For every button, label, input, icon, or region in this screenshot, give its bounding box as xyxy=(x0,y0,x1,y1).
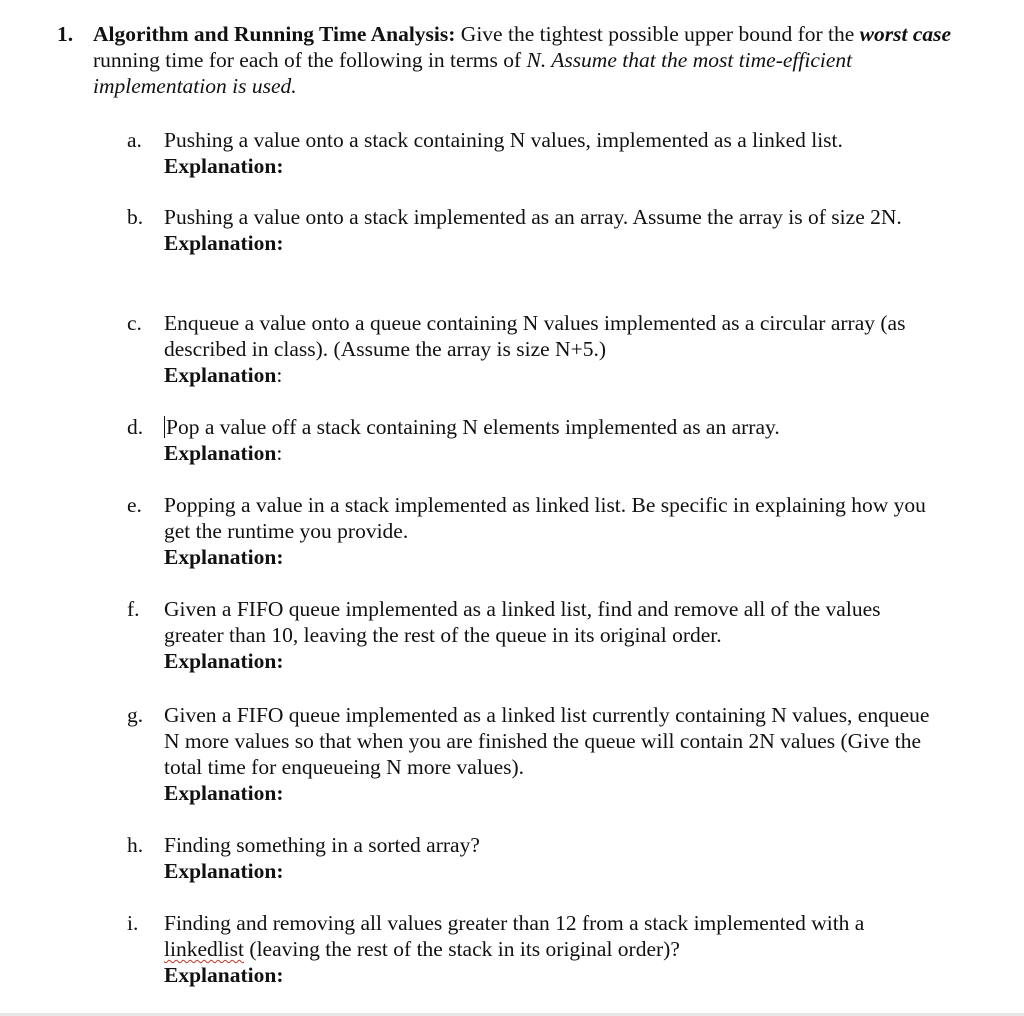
explanation-label: Explanation: xyxy=(164,154,284,178)
explanation-label: Explanation: xyxy=(164,363,283,387)
item-text: Finding and removing all values greater than 12 from a stack implemented with a xyxy=(164,911,865,935)
item-letter: d. xyxy=(127,415,144,439)
item-text: Given a FIFO queue implemented as a linked list currently containing N values, enqueue N more values so that when you are finished the queue will contain 2N values (Give the total time for enqueueing N more values). xyxy=(164,703,930,779)
item-letter: e. xyxy=(127,493,142,517)
item-h xyxy=(127,832,987,884)
misspelled-word[interactable]: linkedlist xyxy=(164,937,245,961)
item-text: Enqueue a value onto a queue containing N values implemented as a circular array (as described in class). (Assume the array is size N+5.) xyxy=(164,311,906,361)
prompt-text-2: running time for each of the following in terms of xyxy=(93,48,527,72)
explanation-label: Explanation: xyxy=(164,649,284,673)
worst-case-emphasis: worst case xyxy=(859,22,952,46)
text-cursor xyxy=(164,416,165,438)
item-f xyxy=(127,596,987,674)
item-i xyxy=(127,910,987,988)
explanation-label: Explanation: xyxy=(164,859,284,883)
explanation-label: Explanation: xyxy=(164,963,284,987)
explanation-label: Explanation: xyxy=(164,441,283,465)
n-variable: N. xyxy=(526,48,547,72)
assumption-text: Assume that the most time-efficient implementation is used. xyxy=(93,48,853,98)
item-text: Finding something in a sorted array? xyxy=(164,833,480,857)
item-text: Pop a value off a stack containing N elements implemented as an array. xyxy=(166,415,780,439)
item-e xyxy=(127,492,987,570)
item-letter: b. xyxy=(127,205,144,229)
item-letter: h. xyxy=(127,833,144,857)
question-title: Algorithm and Running Time Analysis: xyxy=(93,22,456,46)
item-d xyxy=(127,414,987,466)
item-text: Popping a value in a stack implemented as linked list. Be specific in explaining how you get the runtime you provide. xyxy=(164,493,926,543)
item-text: Pushing a value onto a stack implemented as an array. Assume the array is of size 2N. xyxy=(164,205,902,229)
question-prompt xyxy=(93,21,973,99)
explanation-label: Explanation: xyxy=(164,545,284,569)
question-1 xyxy=(57,21,977,99)
item-text: Given a FIFO queue implemented as a linked list, find and remove all of the values greater than 10, leaving the rest of the queue in its original order. xyxy=(164,597,881,647)
item-a xyxy=(127,127,987,179)
question-number: 1. xyxy=(57,22,74,46)
item-letter: f. xyxy=(127,597,140,621)
explanation-label: Explanation: xyxy=(164,231,284,255)
item-letter: a. xyxy=(127,128,142,152)
item-text: Pushing a value onto a stack containing N values, implemented as a linked list. xyxy=(164,128,843,152)
item-letter: g. xyxy=(127,703,144,727)
item-text-cont: (leaving the rest of the stack in its original order)? xyxy=(244,937,680,961)
item-letter: i. xyxy=(127,911,139,935)
item-b xyxy=(127,204,987,256)
prompt-text-1: Give the tightest possible upper bound for the xyxy=(455,22,860,46)
item-g xyxy=(127,702,987,806)
item-letter: c. xyxy=(127,311,142,335)
item-c xyxy=(127,310,987,388)
explanation-label: Explanation: xyxy=(164,781,284,805)
